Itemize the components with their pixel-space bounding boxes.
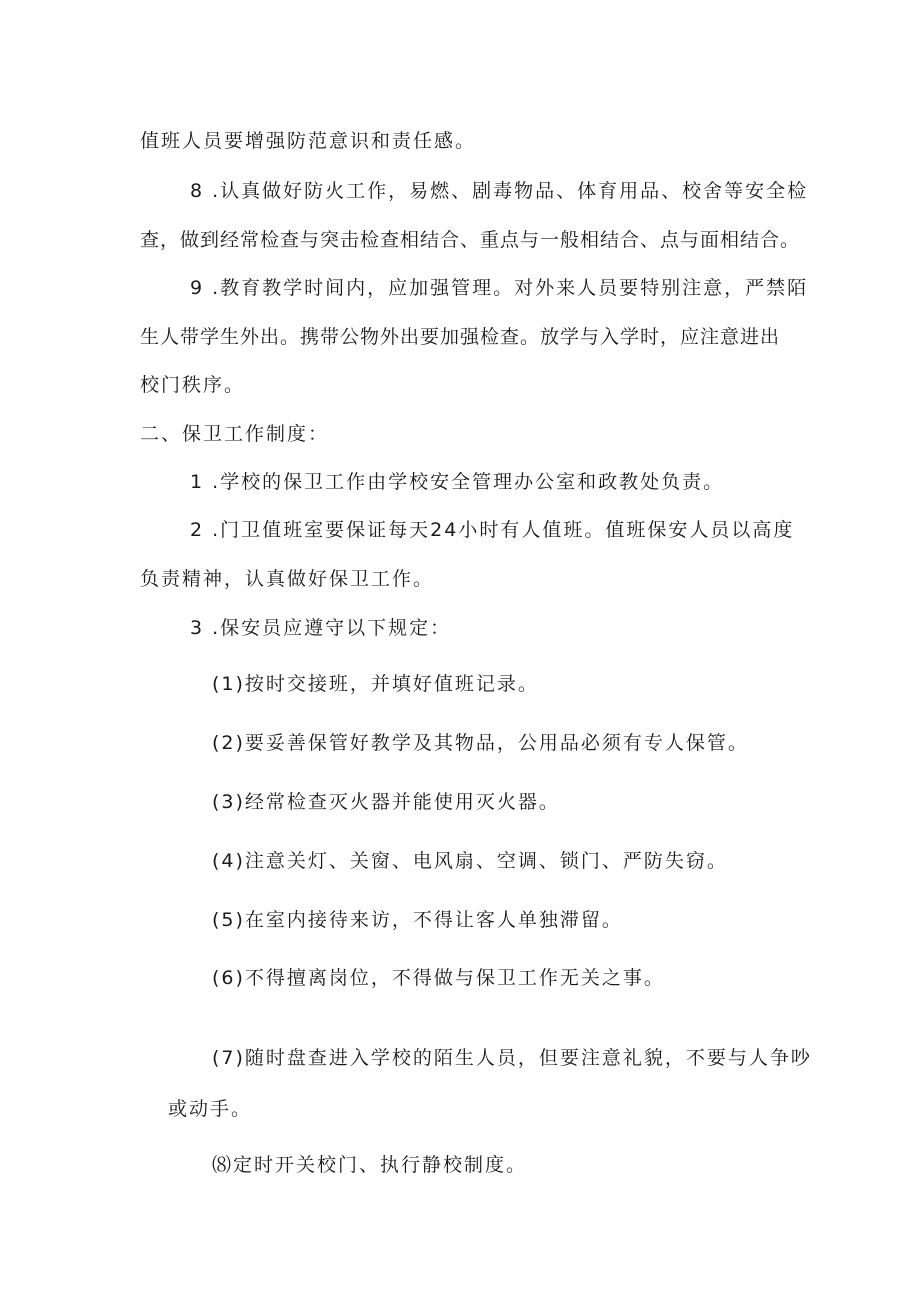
list-item: (5)在室内接待来访，不得让客人单独滞留。 — [212, 909, 623, 931]
paragraph-line: 2 .门卫值班室要保证每天24小时有人值班。值班保安人员以高度 — [190, 519, 795, 541]
list-item: (7)随时盘查进入学校的陌生人员，但要注意礼貌，不要与人争吵 — [212, 1047, 812, 1069]
paragraph-line: 9 .教育教学时间内，应加强管理。对外来人员要特别注意，严禁陌 — [190, 277, 809, 299]
section-heading: 二、保卫工作制度： — [140, 423, 330, 445]
list-item: ⑻定时开关校门、执行静校制度。 — [212, 1154, 528, 1176]
list-item: (1)按时交接班，并填好值班记录。 — [212, 673, 539, 695]
paragraph-line: 值班人员要增强防范意识和责任感。 — [140, 130, 477, 152]
list-item: (2)要妥善保管好教学及其物品，公用品必须有专人保管。 — [212, 732, 749, 754]
list-item: (4)注意关灯、关窗、电风扇、空调、锁门、严防失窃。 — [212, 850, 728, 872]
list-item-continuation: 或动手。 — [168, 1098, 253, 1120]
paragraph-line: 3 .保安员应遵守以下规定： — [190, 617, 452, 639]
paragraph-line: 生人带学生外出。携带公物外出要加强检查。放学与入学时，应注意进出 — [140, 326, 781, 348]
paragraph-line: 负责精神，认真做好保卫工作。 — [140, 568, 435, 590]
paragraph-line: 校门秩序。 — [140, 374, 246, 396]
paragraph-line: 查，做到经常检查与突击检查相结合、重点与一般相结合、点与面相结合。 — [140, 229, 801, 251]
list-item: (6)不得擅离岗位，不得做与保卫工作无关之事。 — [212, 967, 665, 989]
list-item: (3)经常检查灭火器并能使用灭火器。 — [212, 791, 560, 813]
paragraph-line: 1 .学校的保卫工作由学校安全管理办公室和政教处负责。 — [190, 471, 725, 493]
paragraph-line: 8 .认真做好防火工作，易燃、剧毒物品、体育用品、校舍等安全检 — [190, 180, 809, 202]
